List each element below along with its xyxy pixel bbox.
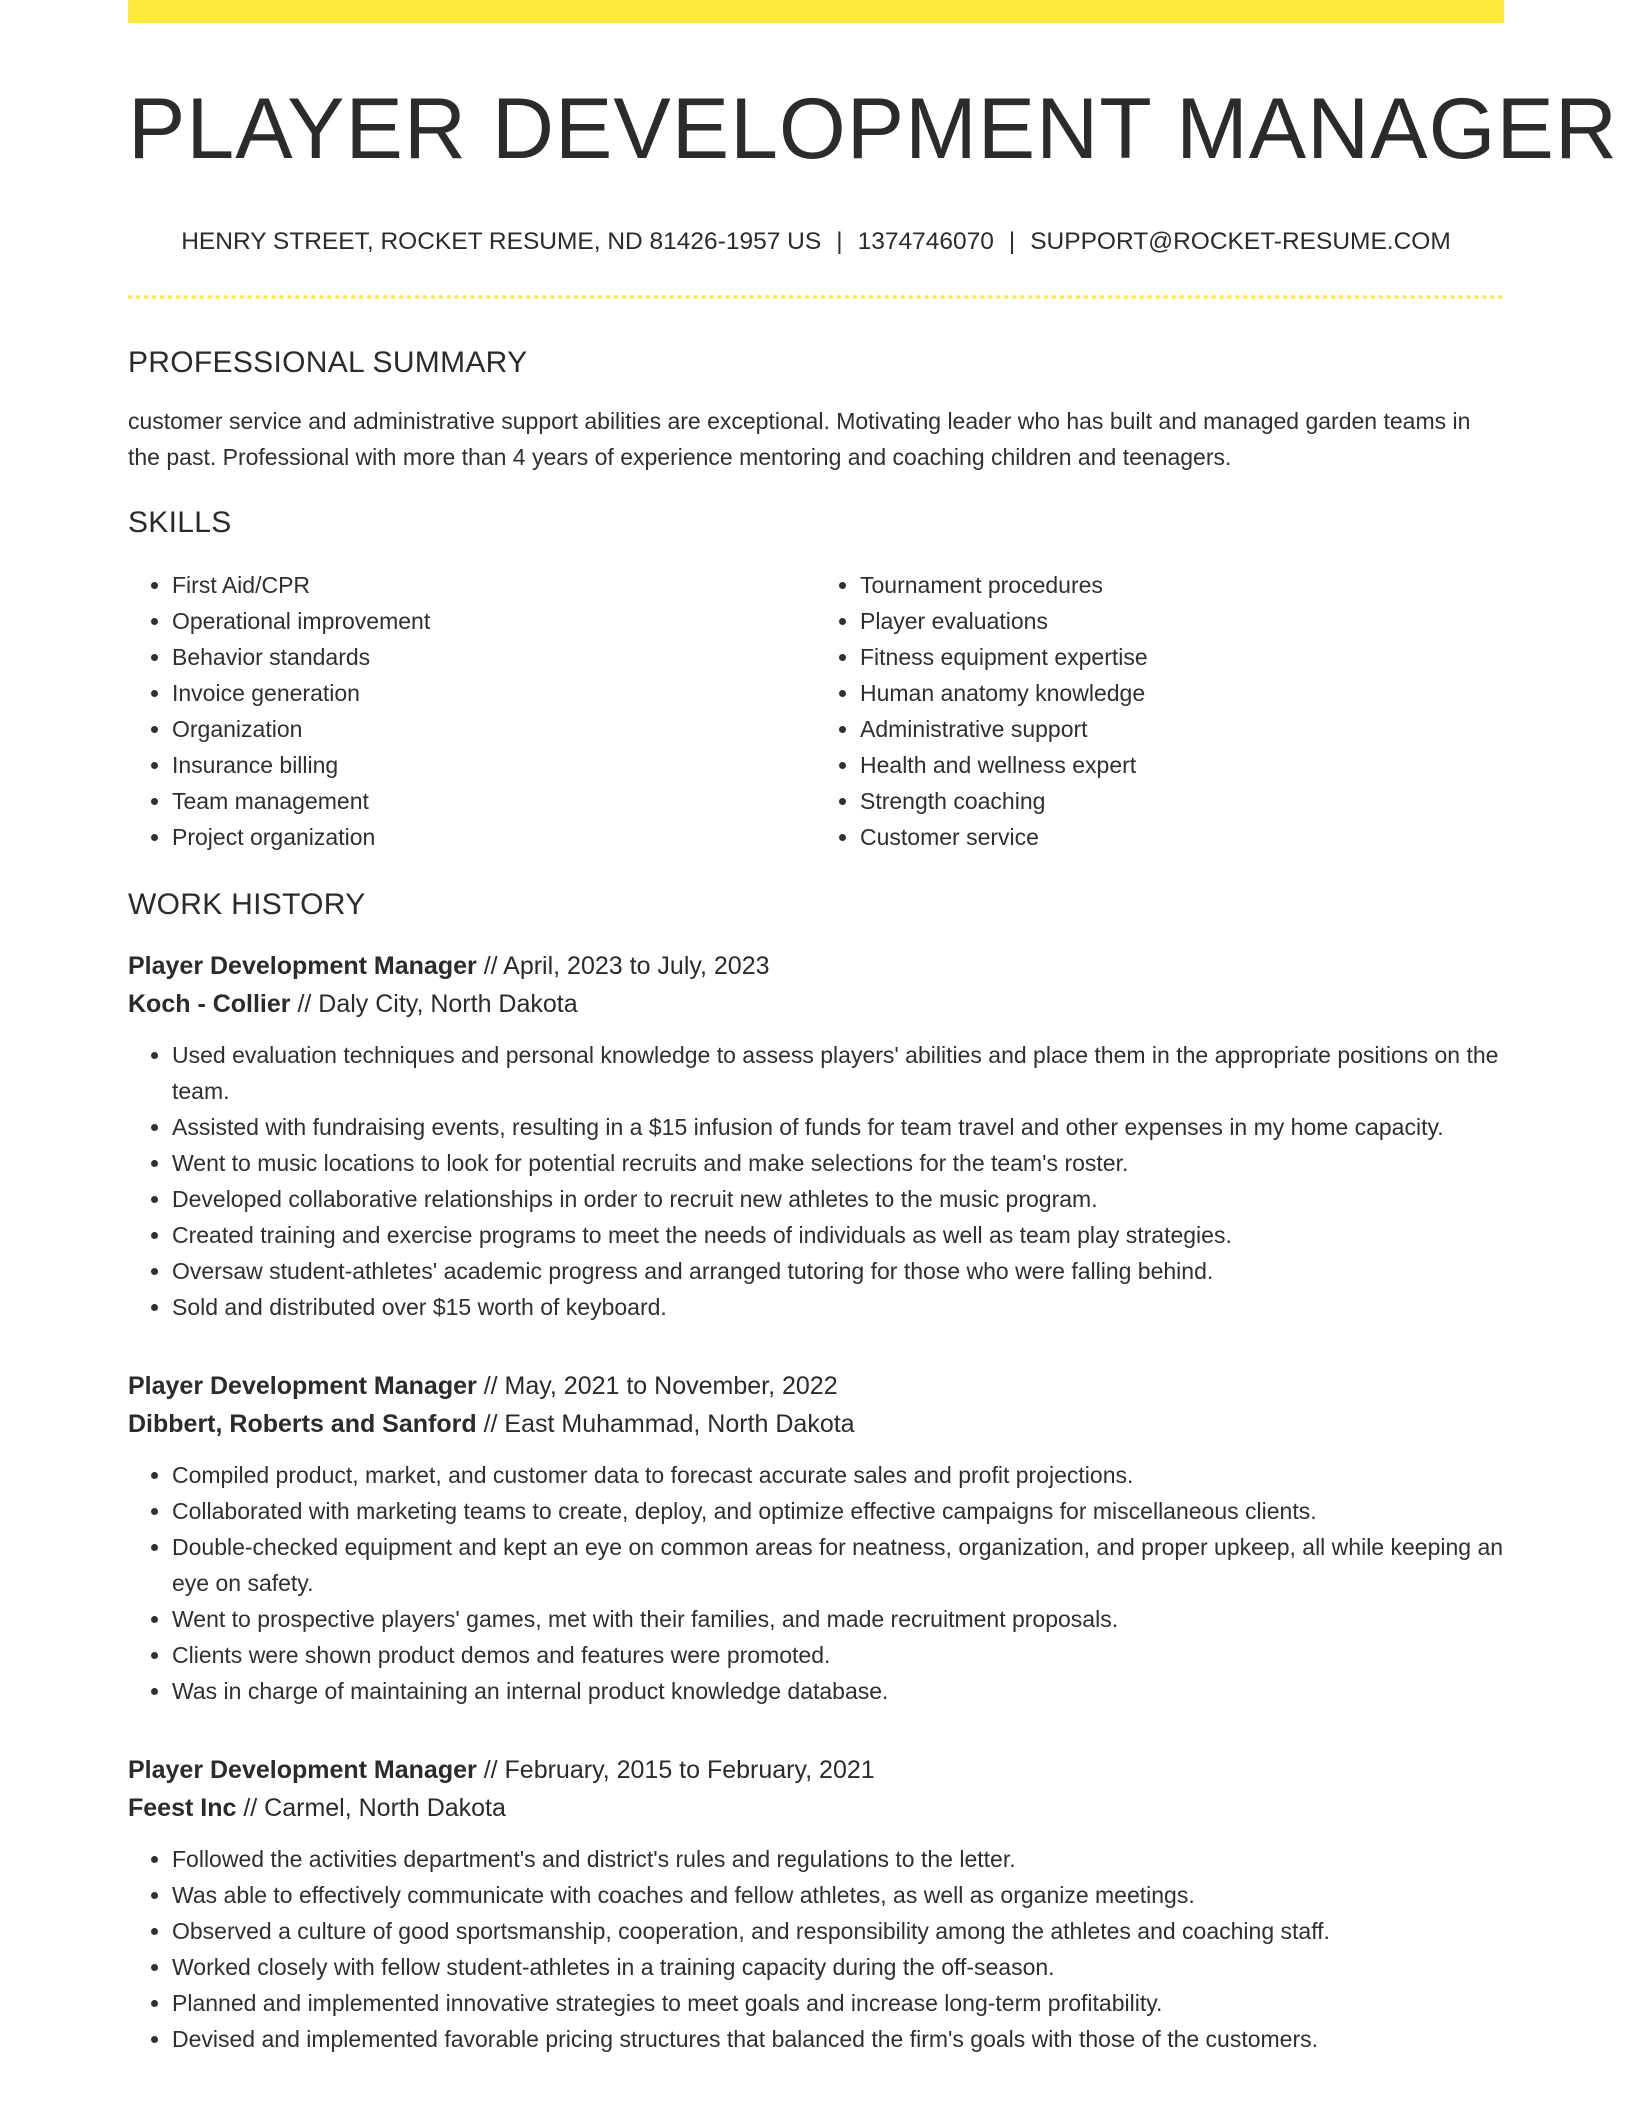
duty-item: • Observed a culture of good sportsmanship, cooperation, and responsibility among the athletes and coaching staff. <box>172 1913 1504 1949</box>
duty-item: • Went to prospective players' games, met with their families, and made recruitment proposals. <box>172 1601 1504 1637</box>
contact-address: HENRY STREET, ROCKET RESUME, ND 81426-1957 US <box>181 228 822 256</box>
skill-item: • Human anatomy knowledge <box>860 675 1504 711</box>
summary-heading: PROFESSIONAL SUMMARY <box>128 345 528 379</box>
job-duties-list <box>128 1841 1504 2057</box>
job-duties-list <box>128 1037 1504 1325</box>
skill-item: • Insurance billing <box>172 747 816 783</box>
contact-separator: | <box>1008 228 1016 256</box>
skill-item: • Administrative support <box>860 711 1504 747</box>
skill-item: • Behavior standards <box>172 639 816 675</box>
contact-line <box>128 227 1504 256</box>
skill-item: • Organization <box>172 711 816 747</box>
duty-item: • Created training and exercise programs to meet the needs of individuals as well as team play strategies. <box>172 1217 1504 1253</box>
job-position: Player Development Manager <box>128 1371 477 1400</box>
duty-item: • Developed collaborative relationships in order to recruit new athletes to the music program. <box>172 1181 1504 1217</box>
duty-item: • Followed the activities department's and district's rules and regulations to the letter. <box>172 1841 1504 1877</box>
job-title-line <box>128 1367 1504 1405</box>
job-company-line <box>128 1405 1504 1443</box>
contact-phone: 1374746070 <box>857 228 994 256</box>
skill-item: • Team management <box>172 783 816 819</box>
work-history-heading: WORK HISTORY <box>128 887 366 921</box>
skill-item: • Player evaluations <box>860 603 1504 639</box>
job-title-line <box>128 1751 1504 1789</box>
job-company: Feest Inc <box>128 1793 237 1822</box>
job-position: Player Development Manager <box>128 1755 477 1784</box>
duty-item: • Went to music locations to look for potential recruits and make selections for the team's roster. <box>172 1145 1504 1181</box>
skill-item: • First Aid/CPR <box>172 567 816 603</box>
duty-item: • Devised and implemented favorable pricing structures that balanced the firm's goals with those of the customers. <box>172 2021 1504 2057</box>
dotted-divider <box>128 295 1504 299</box>
skills-heading: SKILLS <box>128 505 232 539</box>
duty-item: • Assisted with fundraising events, resulting in a $15 infusion of funds for team travel and other expenses in my home capacity. <box>172 1109 1504 1145</box>
duty-item: • Used evaluation techniques and personal knowledge to assess players' abilities and place them in the appropriate positions on the team. <box>172 1037 1504 1109</box>
job-dates: // April, 2023 to July, 2023 <box>476 951 770 980</box>
duty-item: • Planned and implemented innovative strategies to meet goals and increase long-term profitability. <box>172 1985 1504 2021</box>
resume-name-title: PLAYER DEVELOPMENT MANAGER <box>128 81 1618 177</box>
duty-item: • Sold and distributed over $15 worth of keyboard. <box>172 1289 1504 1325</box>
skill-item: • Operational improvement <box>172 603 816 639</box>
job-company: Koch - Collier <box>128 989 291 1018</box>
duty-item: • Clients were shown product demos and features were promoted. <box>172 1637 1504 1673</box>
job-location: // Daly City, North Dakota <box>290 989 578 1018</box>
job-entry <box>128 1751 1504 2057</box>
duty-item: • Oversaw student-athletes' academic progress and arranged tutoring for those who were falling behind. <box>172 1253 1504 1289</box>
job-entry <box>128 947 1504 1325</box>
skills-columns <box>128 567 1504 855</box>
job-location: // East Muhammad, North Dakota <box>476 1409 855 1438</box>
resume-page <box>128 0 1618 2057</box>
skill-item: • Fitness equipment expertise <box>860 639 1504 675</box>
summary-text: customer service and administrative support abilities are exceptional. Motivating leader who has built and managed garden teams in the past. Professional with more than 4 years of experience mentoring and coaching children and teenagers. <box>128 407 1471 470</box>
contact-email: SUPPORT@ROCKET-RESUME.COM <box>1030 228 1451 256</box>
accent-top-bar <box>128 0 1504 23</box>
skill-item: • Health and wellness expert <box>860 747 1504 783</box>
duty-item: • Collaborated with marketing teams to create, deploy, and optimize effective campaigns for miscellaneous clients. <box>172 1493 1504 1529</box>
job-entry <box>128 1367 1504 1709</box>
duty-item: • Was in charge of maintaining an internal product knowledge database. <box>172 1673 1504 1709</box>
skills-list-right <box>816 567 1504 855</box>
job-position: Player Development Manager <box>128 951 477 980</box>
contact-separator: | <box>836 228 843 256</box>
skill-item: • Invoice generation <box>172 675 816 711</box>
duty-item: • Compiled product, market, and customer data to forecast accurate sales and profit projections. <box>172 1457 1504 1493</box>
skills-list-left <box>128 567 816 855</box>
skill-item: • Strength coaching <box>860 783 1504 819</box>
job-company-line <box>128 1789 1504 1827</box>
job-location: // Carmel, North Dakota <box>236 1793 506 1822</box>
skill-item: • Tournament procedures <box>860 567 1504 603</box>
job-dates: // May, 2021 to November, 2022 <box>476 1371 838 1400</box>
skill-item: • Customer service <box>860 819 1504 855</box>
skill-item: • Project organization <box>172 819 816 855</box>
duty-item: • Worked closely with fellow student-athletes in a training capacity during the off-season. <box>172 1949 1504 1985</box>
duty-item: • Was able to effectively communicate with coaches and fellow athletes, as well as organize meetings. <box>172 1877 1504 1913</box>
job-company-line <box>128 985 1504 1023</box>
job-duties-list <box>128 1457 1504 1709</box>
job-dates: // February, 2015 to February, 2021 <box>476 1755 875 1784</box>
job-company: Dibbert, Roberts and Sanford <box>128 1409 477 1438</box>
duty-item: • Double-checked equipment and kept an eye on common areas for neatness, organization, and proper upkeep, all while keeping an eye on safety. <box>172 1529 1504 1601</box>
job-title-line <box>128 947 1504 985</box>
